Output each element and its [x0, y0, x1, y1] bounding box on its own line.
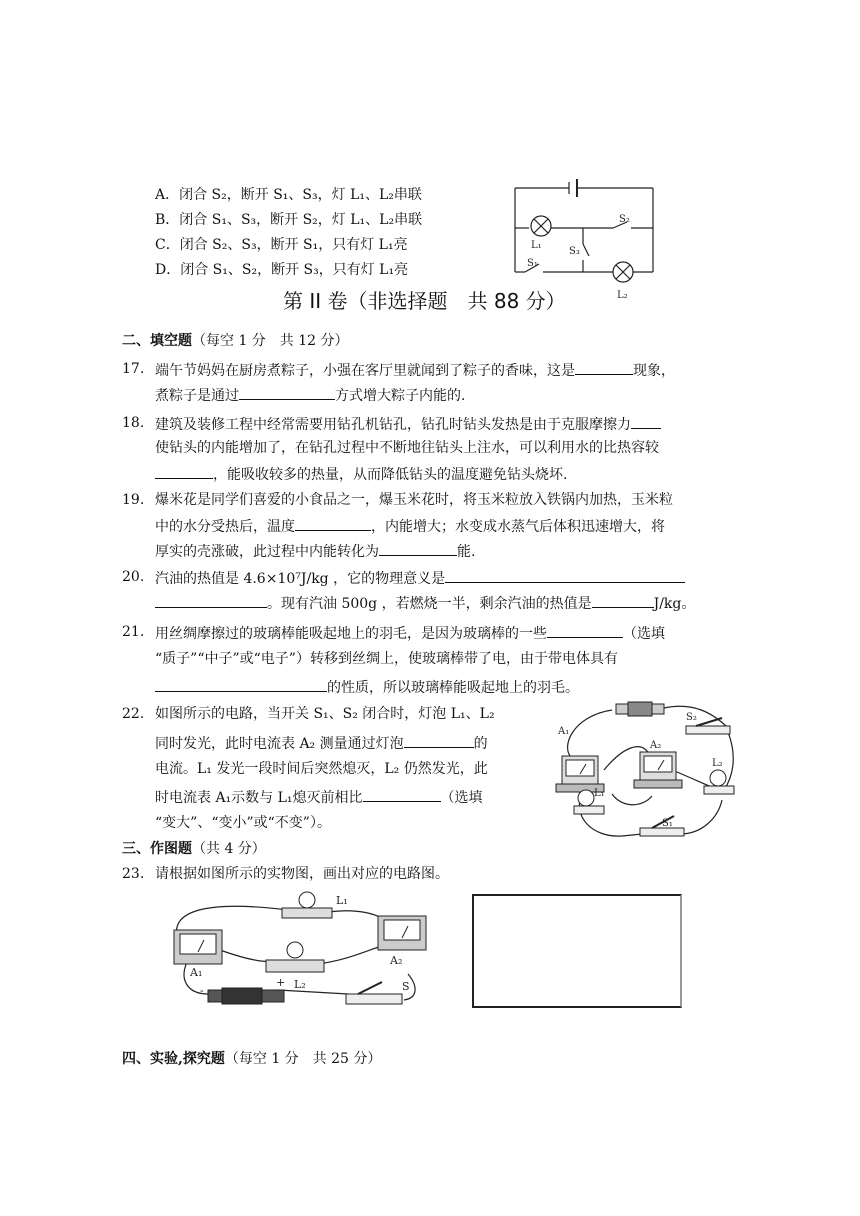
- q23-label-l2: L₂: [294, 978, 306, 991]
- q19-line1: 爆米花是同学们喜爱的小食品之一，爆玉米花时，将玉米粒放入铁锅内加热，玉米粒: [155, 492, 673, 508]
- option-a: A．闭合 S₂，断开 S₁、S₃，灯 L₁、L₂串联: [155, 187, 422, 203]
- q23-number: 23.: [122, 866, 145, 882]
- q18-line2: 使钻头的内能增加了，在钻孔过程中不断地往钻头上注水，可以利用水的比热容较: [155, 440, 659, 456]
- label-l1: L₁: [531, 240, 542, 251]
- q22-line2: 同时发光，此时电流表 A₂ 测量通过灯泡 的: [155, 733, 488, 753]
- q17-blank1: [575, 360, 633, 375]
- q22-line4: 时电流表 A₁示数与 L₁熄灭前相比 （选填: [155, 787, 483, 807]
- q23-label-a1: A₁: [190, 966, 203, 979]
- q22-number: 22.: [122, 706, 145, 722]
- q18-blank1: [631, 414, 661, 429]
- q19-line3: 厚实的壳涨破，此过程中内能转化为 能.: [155, 541, 475, 561]
- label-s2: S₃: [569, 246, 580, 257]
- q22-label-s2: S₂: [686, 712, 697, 723]
- q23-label-l1: L₁: [336, 894, 348, 907]
- q20-blank2: [155, 593, 267, 608]
- part2-title: 第 II 卷（非选择题 共 88 分）: [283, 289, 566, 313]
- q21-number: 21.: [122, 624, 145, 640]
- q18-line1: 建筑及装修工程中经常需要用钻孔机钻孔，钻孔时钻头发热是由于克服摩擦力: [155, 414, 661, 434]
- q23-label-plus: +: [276, 976, 286, 989]
- q21-line1: 用丝绸摩擦过的玻璃棒能吸起地上的羽毛，是因为玻璃棒的一些 （选填: [155, 623, 665, 643]
- q23-label-a2: A₂: [390, 954, 403, 967]
- q18-number: 18.: [122, 415, 145, 431]
- q21-blank2: [155, 677, 327, 692]
- label-l2: L₂: [617, 290, 628, 301]
- q20-line1: 汽油的热值是 4.6×10⁷J/kg ，它的物理意义是: [155, 568, 685, 588]
- section2-heading: 二、填空题（每空 1 分 共 12 分）: [122, 333, 349, 349]
- q23-label-minus: -: [200, 984, 204, 997]
- option-b: B．闭合 S₁、S₃，断开 S₂，灯 L₁、L₂串联: [155, 212, 423, 228]
- q22-label-a2: A₂: [650, 740, 662, 751]
- q22-blank1: [404, 733, 474, 748]
- q22-physical-circuit: [552, 698, 742, 846]
- section4-heading: 四、实验,探究题（每空 1 分 共 25 分）: [122, 1051, 382, 1067]
- q23-label-s: S: [402, 980, 410, 993]
- q18-line3: ，能吸收较多的热量，从而降低钻头的温度避免钻头烧坏.: [155, 464, 567, 484]
- q22-line3: 电流。L₁ 发光一段时间后突然熄灭，L₂ 仍然发光，此: [155, 761, 488, 777]
- q22-line1: 如图所示的电路，当开关 S₁、S₂ 闭合时，灯泡 L₁、L₂: [155, 706, 495, 722]
- q22-line5: “变大”、“变小”或“不变”）。: [155, 815, 331, 831]
- label-s1: S₁: [527, 258, 538, 269]
- q20-blank1: [445, 568, 685, 583]
- label-s3: S₂: [619, 214, 630, 225]
- q22-blank2: [363, 787, 441, 802]
- q21-blank1: [547, 623, 623, 638]
- q19-blank1: [295, 516, 371, 531]
- q20-line2: 。现有汽油 500g ，若燃烧一半，剩余汽油的热值是 J/kg。: [155, 593, 695, 613]
- q19-number: 19.: [122, 492, 145, 508]
- q18-blank2: [155, 464, 213, 479]
- q21-line2: “质子”“中子”或“电子”）转移到丝绸上，使玻璃棒带了电，由于带电体具有: [155, 651, 618, 667]
- option-circuit-diagram: [505, 178, 665, 306]
- q22-label-a1: A₁: [558, 726, 570, 737]
- q23-text: 请根据如图所示的实物图，画出对应的电路图。: [155, 866, 449, 882]
- q19-line2: 中的水分受热后，温度 ，内能增大；水变成水蒸气后体积迅速增大，将: [155, 516, 665, 536]
- q17-line1: 端午节妈妈在厨房煮粽子，小强在客厅里就闻到了粽子的香味，这是 现象，: [155, 360, 675, 380]
- section3-heading: 三、作图题（共 4 分）: [122, 841, 266, 857]
- q20-number: 20.: [122, 569, 145, 585]
- q23-physical-circuit: [168, 890, 440, 1016]
- q17-line2: 煮粽子是通过 方式增大粽子内能的.: [155, 385, 465, 405]
- q23-answer-box: [472, 894, 682, 1008]
- q22-label-s1: S₁: [662, 818, 673, 829]
- q19-blank2: [379, 541, 457, 556]
- q20-blank3: [592, 593, 654, 608]
- q22-label-l1: L₁: [594, 788, 605, 799]
- q21-line3: 的性质，所以玻璃棒能吸起地上的羽毛。: [155, 677, 579, 697]
- q17-blank2: [239, 385, 335, 400]
- q17-number: 17.: [122, 361, 145, 377]
- option-c: C．闭合 S₂、S₃，断开 S₁，只有灯 L₁亮: [155, 237, 408, 253]
- q22-label-l2: L₂: [712, 758, 723, 769]
- option-d: D．闭合 S₁、S₂，断开 S₃，只有灯 L₁亮: [155, 262, 409, 278]
